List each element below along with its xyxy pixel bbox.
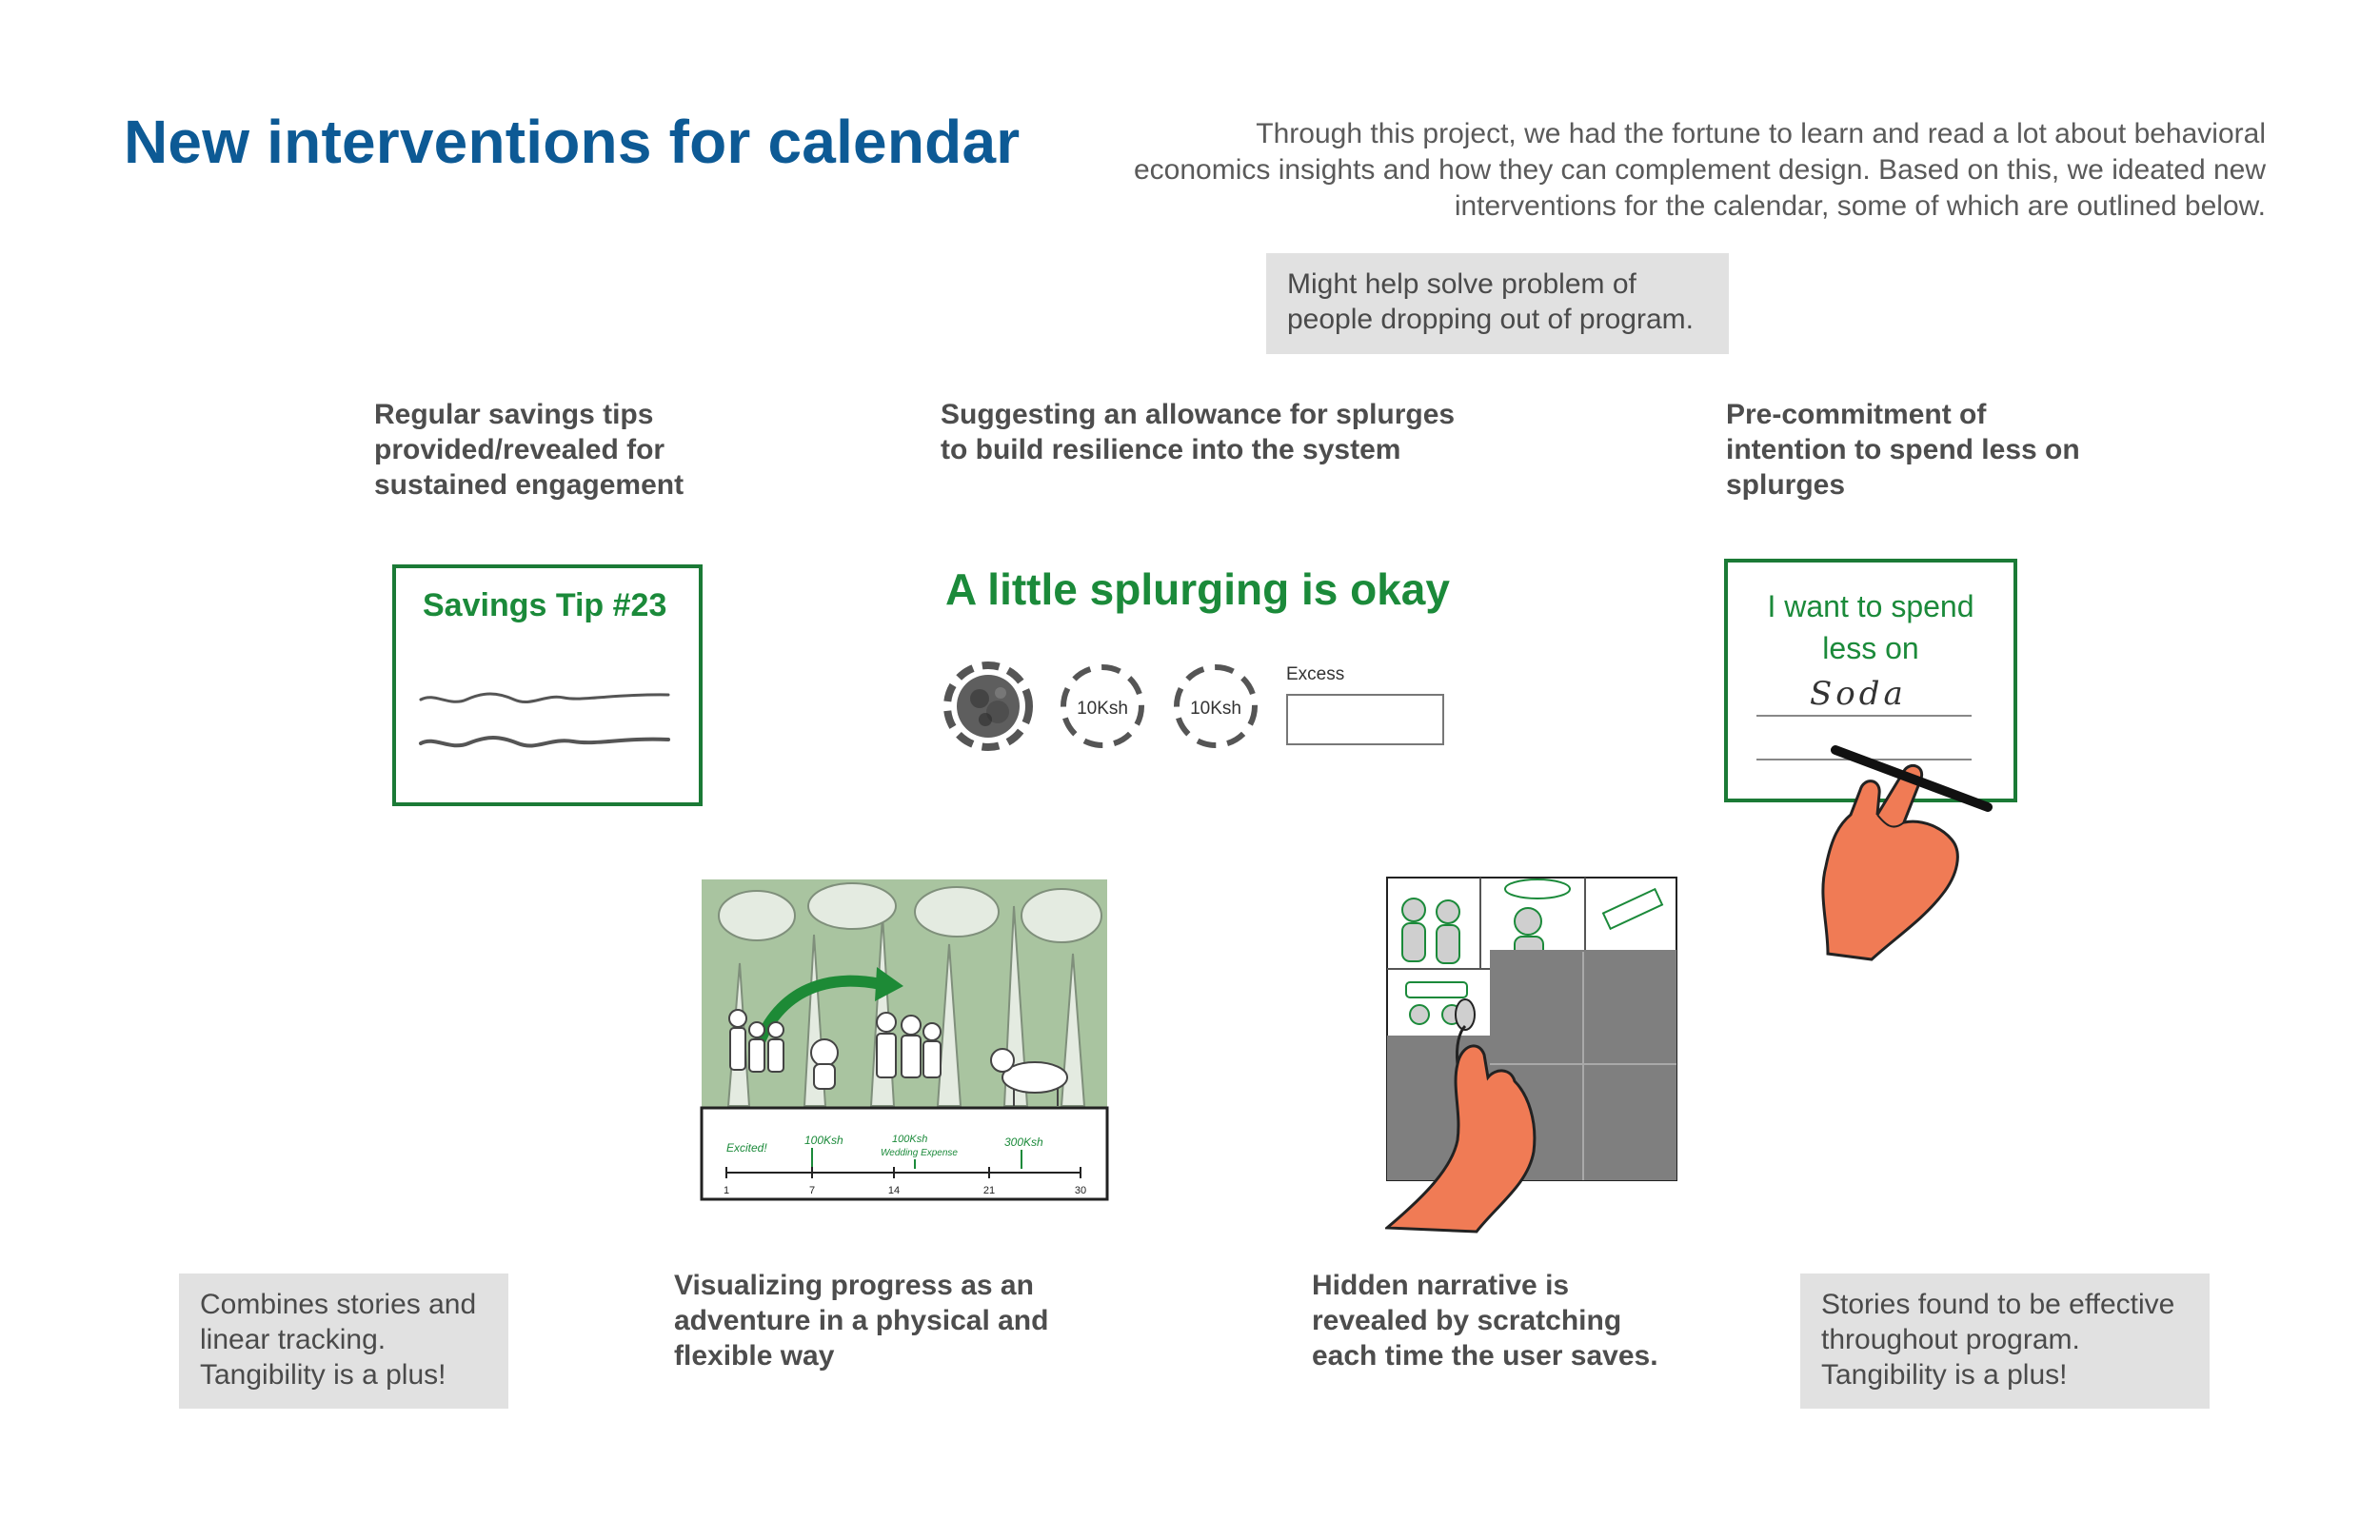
note-stories-effective: Stories found to be effective throughout program. Tangibility is a plus! — [1800, 1273, 2210, 1409]
precommit-title-line2: less on — [1822, 631, 1919, 665]
heading-precommitment: Pre-commitment of intention to spend less on splurges — [1726, 399, 2080, 501]
coin-label-1: 10Ksh — [1077, 699, 1128, 719]
scratch-card-illustration — [1385, 874, 1699, 1235]
annotation-excited: Excited! — [726, 1141, 767, 1155]
scribble-lines-icon — [392, 564, 703, 806]
heading-allowance: Suggesting an allowance for splurges to build resilience into the system — [941, 399, 1456, 465]
tick-30: 30 — [1074, 1185, 1087, 1196]
adventure-illustration — [700, 878, 1109, 1201]
writing-hand-icon — [1790, 733, 1999, 961]
tick-1: 1 — [723, 1185, 730, 1196]
intro-paragraph: Through this project, we had the fortune to learn and read a lot about behavioral economics insights and how they can complement design. Based on this, we ideated new interventions for the calendar, some of which are outlined below. — [1133, 118, 2266, 222]
heading-scratch: Hidden narrative is revealed by scratching each time the user saves. — [1312, 1270, 1658, 1372]
annotation-100ksh-a: 100Ksh — [804, 1134, 843, 1147]
annotation-wedding: Wedding Expense — [881, 1148, 958, 1158]
tick-7: 7 — [808, 1185, 816, 1196]
splurge-coins — [938, 657, 1280, 761]
scratched-coin-icon — [947, 665, 1029, 747]
note-stories-linear: Combines stories and linear tracking. Tangibility is a plus! — [179, 1273, 508, 1409]
heading-savings-tips: Regular savings tips provided/revealed for sustained engagement — [374, 399, 684, 501]
excess-label: Excess — [1286, 664, 1345, 684]
precommit-title-line1: I want to spend — [1767, 589, 1974, 623]
annotation-100ksh-b: 100Ksh — [892, 1134, 928, 1145]
entry-line-1 — [1756, 715, 1972, 717]
handwritten-entry: Soda — [1810, 675, 1907, 713]
savings-tip-title: Savings Tip #23 — [423, 587, 667, 623]
tick-14: 14 — [887, 1185, 901, 1196]
heading-adventure: Visualizing progress as an adventure in a physical and flexible way — [674, 1270, 1049, 1372]
coin-label-2: 10Ksh — [1190, 699, 1241, 719]
note-dropout: Might help solve problem of people dropping out of program. — [1266, 253, 1729, 354]
savings-tip-card — [392, 564, 703, 806]
splurge-banner: A little splurging is okay — [945, 564, 1450, 614]
tick-21: 21 — [982, 1185, 996, 1196]
annotation-300ksh: 300Ksh — [1004, 1135, 1043, 1149]
excess-input-box — [1286, 694, 1444, 745]
page-title: New interventions for calendar — [124, 108, 1021, 176]
